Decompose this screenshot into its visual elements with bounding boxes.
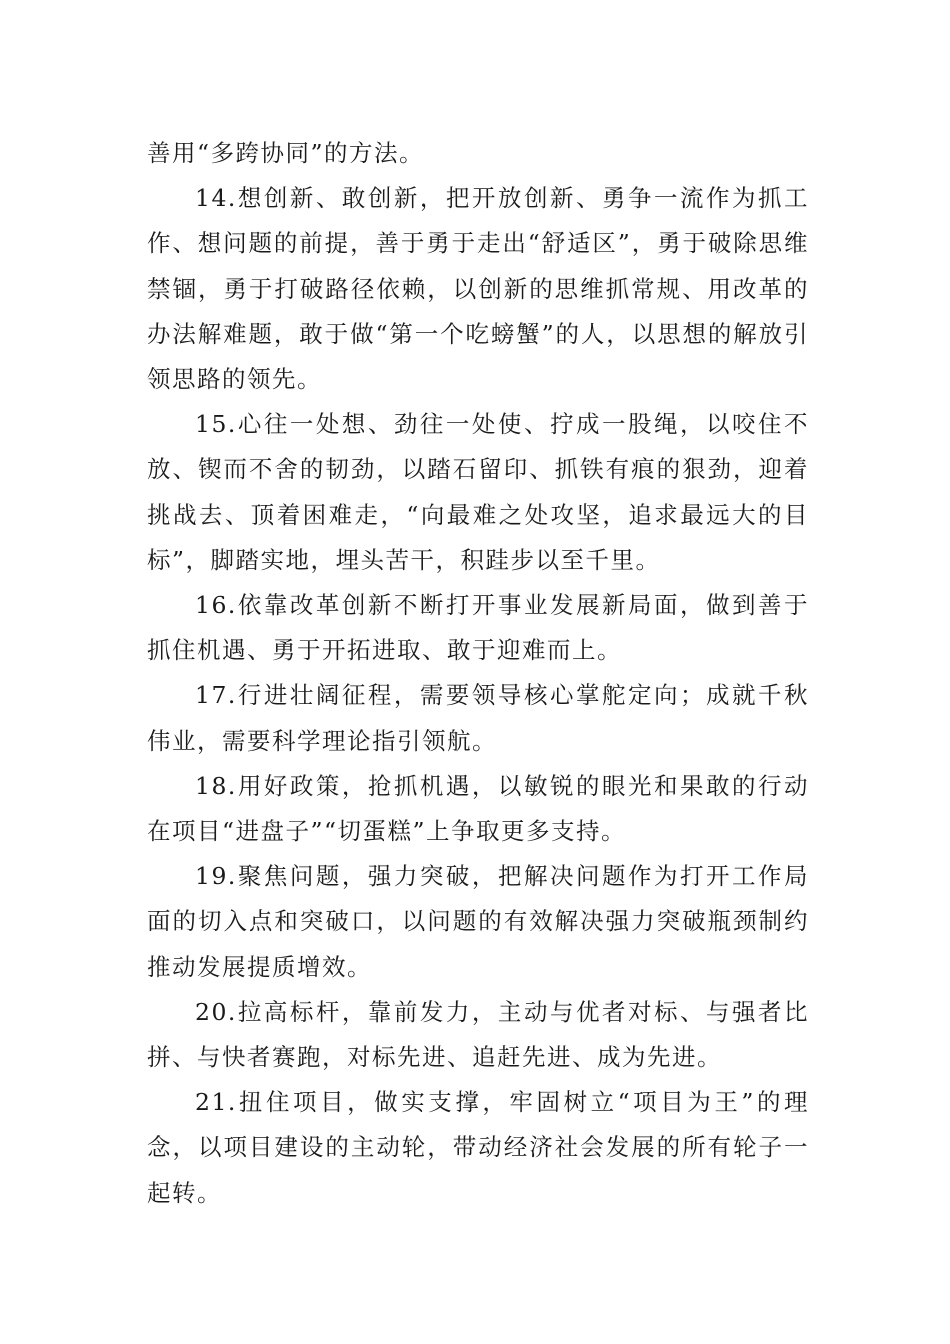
paragraph-15: 15.心往一处想、劲往一处使、拧成一股绳，以咬住不放、锲而不舍的韧劲，以踏石留印、抓铁有痕的狠劲，迎着挑战去、顶着困难走，“向最难之处攻坚，追求最远大的目标”，脚踏实地，埋头苦干，积跬步以至千里。 [147, 410, 809, 574]
paragraph-19: 19.聚焦问题，强力突破，把解决问题作为打开工作局面的切入点和突破口，以问题的有效解决强力突破瓶颈制约推动发展提质增效。 [147, 862, 809, 981]
paragraph-16: 16.依靠改革创新不断打开事业发展新局面，做到善于抓住机遇、勇于开拓进取、敢于迎难而上。 [147, 591, 809, 665]
paragraph-20: 20.拉高标杆，靠前发力，主动与优者对标、与强者比拼、与快者赛跑，对标先进、追赶先进、成为先进。 [147, 997, 809, 1072]
paragraph-14: 14.想创新、敢创新，把开放创新、勇争一流作为抓工作、想问题的前提，善于勇于走出“舒适区”，勇于破除思维禁锢，勇于打破路径依赖，以创新的思维抓常规、用改革的办法解难题，敢于做“第一个吃螃蟹”的人，以思想的解放引领思路的领先。 [147, 184, 809, 394]
paragraph-13-tail: 善用“多跨协同”的方法。 [147, 139, 425, 167]
document-body [147, 131, 809, 1216]
paragraph-17: 17.行进壮阔征程，需要领导核心掌舵定向；成就千秋伟业，需要科学理论指引领航。 [147, 681, 809, 755]
paragraph-18: 18.用好政策，抢抓机遇，以敏锐的眼光和果敢的行动在项目“进盘子”“切蛋糕”上争取更多支持。 [147, 771, 809, 846]
paragraph-21: 21.扭住项目，做实支撑，牢固树立“项目为王”的理念，以项目建设的主动轮，带动经济社会发展的所有轮子一起转。 [147, 1088, 809, 1207]
